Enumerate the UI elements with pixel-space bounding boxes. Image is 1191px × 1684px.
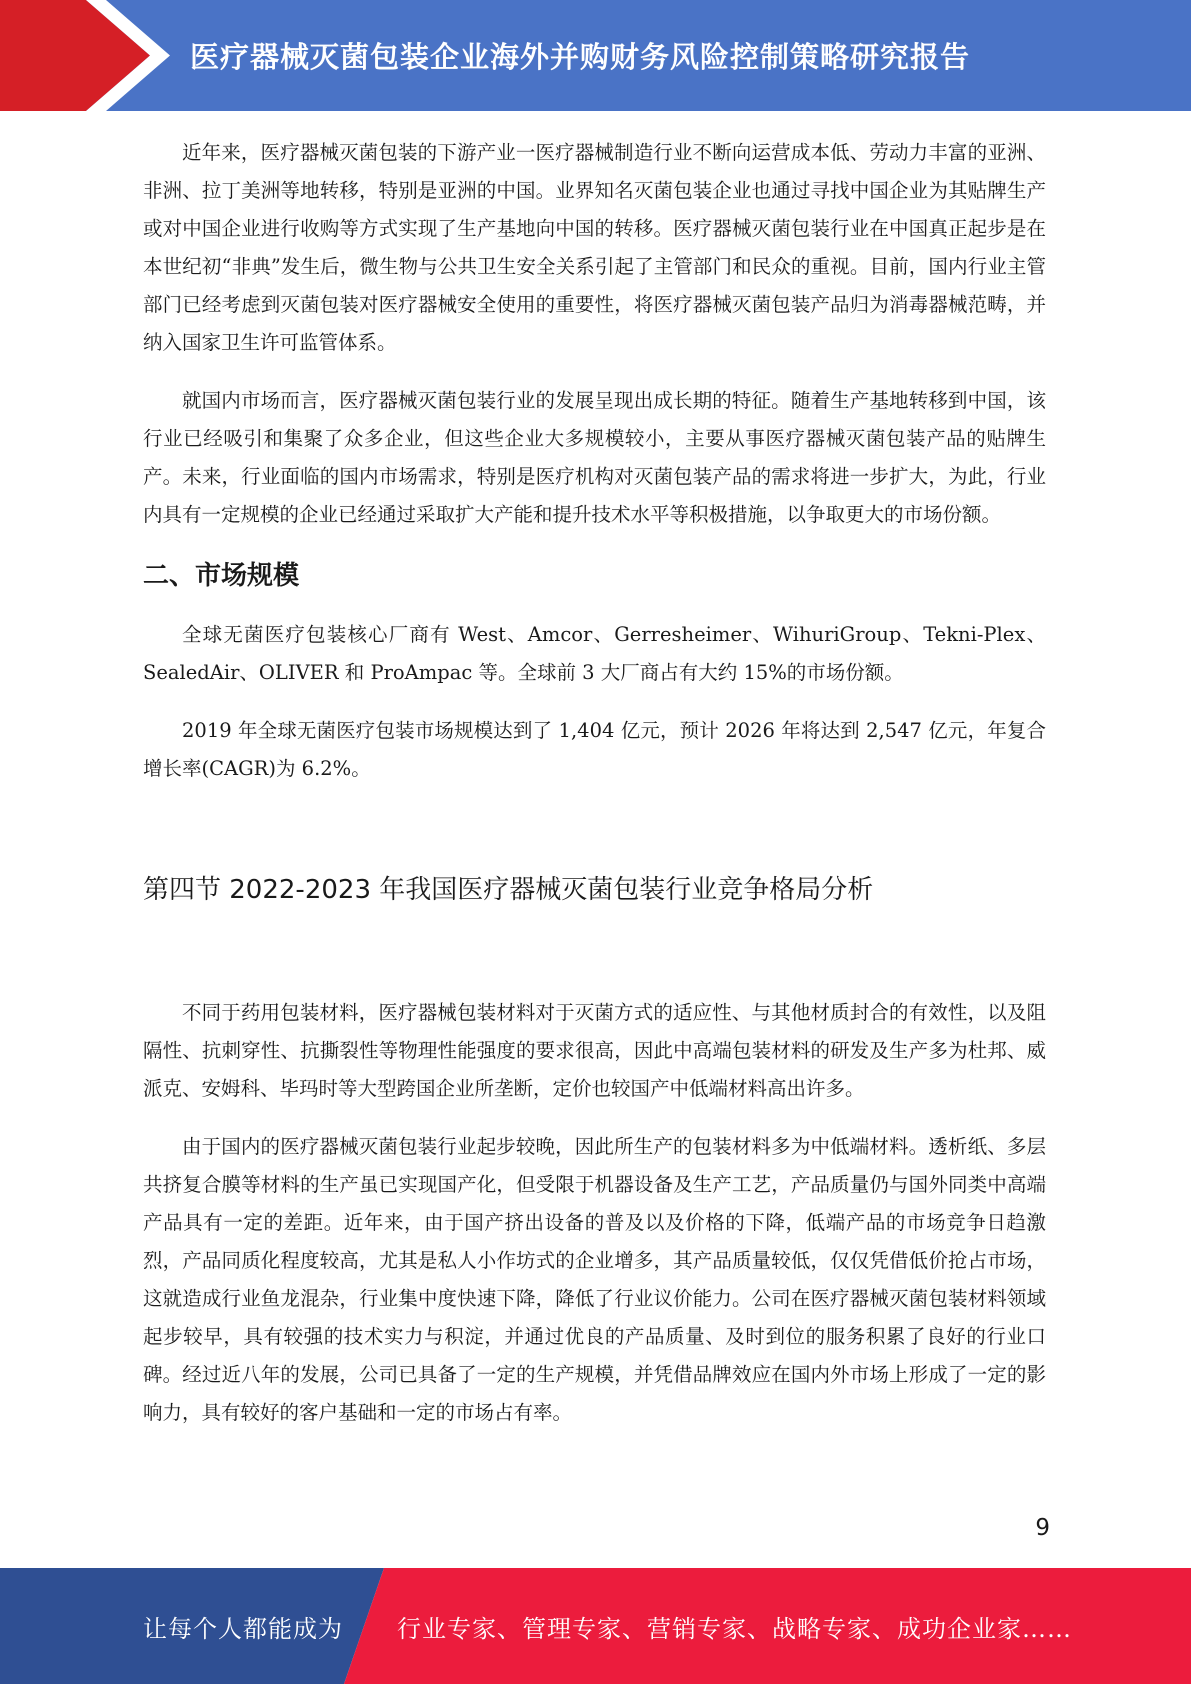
footer-slogan-right: 行业专家、管理专家、营销专家、战略专家、成功企业家……	[397, 1614, 1072, 1643]
section-heading: 二、市场规模	[143, 561, 300, 591]
main-content	[143, 134, 1046, 1452]
paragraph: 不同于药用包装材料，医疗器械包装材料对于灭菌方式的适应性、与其他材质封合的有效性，以及阻隔性、抗刺穿性、抗撕裂性等物理性能强度的要求很高，因此中高端包装材料的研发及生产多为杜邦、威派克、安姆科、毕玛时等大型跨国企业所垄断，定价也较国产中低端材料高出许多。	[143, 1001, 1046, 1100]
footer-slogan-left: 让每个人都能成为	[143, 1614, 343, 1643]
document-title: 医疗器械灭菌包装企业海外并购财务风险控制策略研究报告	[190, 40, 971, 74]
chapter-heading: 第四节 2022-2023 年我国医疗器械灭菌包装行业竞争格局分析	[143, 875, 874, 905]
paragraph: 近年来，医疗器械灭菌包装的下游产业一医疗器械制造行业不断向运营成本低、劳动力丰富的亚洲、非洲、拉丁美洲等地转移，特别是亚洲的中国。业界知名灭菌包装企业也通过寻找中国企业为其贴牌生产或对中国企业进行收购等方式实现了生产基地向中国的转移。医疗器械灭菌包装行业在中国真正起步是在本世纪初“非典”发生后，微生物与公共卫生安全关系引起了主管部门和民众的重视。目前，国内行业主管部门已经考虑到灭菌包装对医疗器械安全使用的重要性，将医疗器械灭菌包装产品归为消毒器械范畴，并纳入国家卫生许可监管体系。	[143, 141, 1046, 354]
paragraph: 全球无菌医疗包装核心厂商有 West、Amcor、Gerresheimer、WihuriGroup、Tekni-Plex、SealedAir、OLIVER 和 ProAmpac 等。全球前 3 大厂商占有大约 15%的市场份额。	[143, 623, 1046, 684]
paragraph: 就国内市场而言，医疗器械灭菌包装行业的发展呈现出成长期的特征。随着生产基地转移到中国，该行业已经吸引和集聚了众多企业，但这些企业大多规模较小，主要从事医疗器械灭菌包装产品的贴牌生产。未来，行业面临的国内市场需求，特别是医疗机构对灭菌包装产品的需求将进一步扩大，为此，行业内具有一定规模的企业已经通过采取扩大产能和提升技术水平等积极措施，以争取更大的市场份额。	[143, 389, 1046, 526]
footer-banner	[0, 1568, 1191, 1684]
page-number: 9	[1035, 1515, 1050, 1541]
header-arrow-icon	[0, 0, 200, 111]
header-banner	[0, 0, 1191, 111]
paragraph: 2019 年全球无菌医疗包装市场规模达到了 1,404 亿元，预计 2026 年将达到 2,547 亿元，年复合增长率(CAGR)为 6.2%。	[143, 719, 1046, 780]
paragraph: 由于国内的医疗器械灭菌包装行业起步较晚，因此所生产的包装材料多为中低端材料。透析纸、多层共挤复合膜等材料的生产虽已实现国产化，但受限于机器设备及生产工艺，产品质量仍与国外同类中高端产品具有一定的差距。近年来，由于国产挤出设备的普及以及价格的下降，低端产品的市场竞争日趋激烈，产品同质化程度较高，尤其是私人小作坊式的企业增多，其产品质量较低，仅仅凭借低价抢占市场，这就造成行业鱼龙混杂，行业集中度快速下降，降低了行业议价能力。公司在医疗器械灭菌包装材料领域起步较早，具有较强的技术实力与积淀，并通过优良的产品质量、及时到位的服务积累了良好的行业口碑。经过近八年的发展，公司已具备了一定的生产规模，并凭借品牌效应在国内外市场上形成了一定的影响力，具有较好的客户基础和一定的市场占有率。	[143, 1135, 1046, 1424]
